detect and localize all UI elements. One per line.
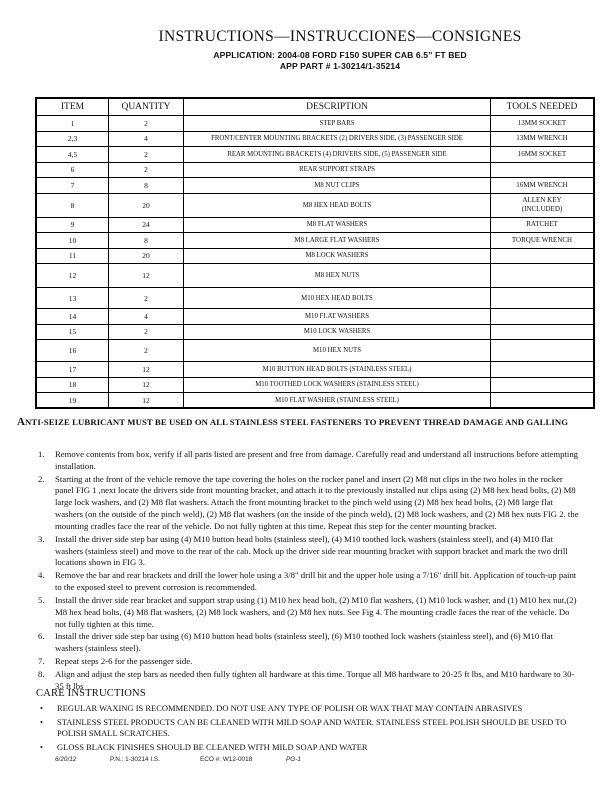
tools-cell (491, 309, 595, 325)
description-cell: M10 TOOTHED LOCK WASHERS (STAINLESS STEEL) (184, 377, 491, 393)
description-cell: REAR SUPPORT STRAPS (184, 162, 491, 178)
application-line: APPLICATION: 2004-08 FORD F150 SUPER CAB 6.5” FT BED (213, 50, 467, 60)
footer-eco-number: ECO #: W12-0018 (200, 756, 253, 763)
description-cell: M10 HEX NUTS (184, 340, 491, 362)
parts-table (35, 97, 595, 409)
page-footer (0, 756, 612, 768)
item-cell: 12 (36, 264, 109, 288)
description-cell: M10 FLAT WASHERS (184, 309, 491, 325)
step-text: Align and adjust the step bars as needed then fully tighten all hardware at this time. Torque all M8 hardware to 20-25 ft lbs, and M10 hardware to 30-35 ft lbs (55, 668, 575, 691)
table-row (36, 162, 594, 178)
installation-steps-list (38, 449, 581, 694)
step-item (38, 474, 581, 533)
care-bullet-item (36, 717, 582, 739)
quantity-cell: 2 (109, 288, 184, 309)
step-number: 6. (38, 631, 45, 642)
step-text: Starting at the front of the vehicle remove the tape covering the holes on the rocker panel and insert (2) M8 nut clips in the two holes in the rocker panel FIG 1 ,next locate the drivers side front mounting bracket, and attach it to the previously installed nut clips using (2) M8 hex head bolts, (2) M8 large lock washers, and (2) M8 flat washers. Attach the front mounting bracket to the pinch weld using (2) M8 hex head bolts, (2) M8 large flat washers (on the outside of the pinch weld), (2) M8 flat washers (on the inside of the pinch weld), (2) M8 lock washers, and (2) M8 hex nuts FIG 2. the mounting cradles face the rear of the vehicle. Do not fully tighten at this time. Repeat this step for the center mounting bracket. (55, 473, 579, 531)
tools-cell (491, 362, 595, 378)
quantity-cell: 8 (109, 233, 184, 249)
table-row (36, 288, 594, 309)
description-cell: M8 LOCK WASHERS (184, 248, 491, 264)
item-cell: 16 (36, 340, 109, 362)
table-row (36, 309, 594, 325)
item-cell: 11 (36, 248, 109, 264)
quantity-cell: 12 (109, 377, 184, 393)
step-text: Install the driver side step bar using (6) M10 button head bolts (stainless steel), (6) M10 toothed lock washers (stainless steel), and (6) M10 flat washers (stainless steel). (55, 631, 553, 654)
description-cell: STEP BARS (184, 116, 491, 132)
table-row (36, 324, 594, 340)
item-cell: 18 (36, 377, 109, 393)
tools-cell (491, 248, 595, 264)
table-row (36, 264, 594, 288)
step-number: 3. (38, 533, 45, 544)
item-cell: 7 (36, 178, 109, 194)
care-bullet-item (36, 742, 582, 753)
tools-cell: TORQUE WRENCH (491, 233, 595, 249)
step-item (38, 570, 581, 594)
step-number: 4. (38, 570, 45, 581)
care-instructions-section (36, 688, 582, 756)
parts-table-header (36, 98, 594, 116)
app-part-number: APP PART # 1-30214/1-35214 (279, 61, 401, 71)
description-cell: M8 NUT CLIPS (184, 178, 491, 194)
step-item (38, 595, 581, 630)
quantity-cell: 4 (109, 131, 184, 147)
care-bullet-text: GLOSS BLACK FINISHES SHOULD BE CLEANED WITH MILD SOAP AND WATER (57, 742, 368, 753)
column-header: DESCRIPTION (184, 98, 491, 116)
footer-date: 6/20/12 (55, 756, 77, 763)
table-row (36, 362, 594, 378)
step-text: Install the driver side step bar using (4) M10 button head bolts (stainless steel), (4) M10 toothed lock washers (stainless steel), and (4) M10 flat washers (stainless steel) and move to the rear of the cab. Mock up the driver side rear mounting bracket with support bracket and mark the two drill locations shown in FIG 3. (55, 533, 568, 568)
description-cell: M10 BUTTON HEAD BOLTS (STAINLESS STEEL) (184, 362, 491, 378)
item-cell: 1 (36, 116, 109, 132)
step-text: Repeat steps 2-6 for the passenger side. (55, 656, 193, 667)
step-item (38, 656, 581, 668)
item-cell: 9 (36, 217, 109, 233)
tools-cell (491, 340, 595, 362)
column-header: TOOLS NEEDED (491, 98, 595, 116)
item-cell: 10 (36, 233, 109, 249)
tools-cell (491, 162, 595, 178)
document-header (110, 28, 570, 71)
item-cell: 4,5 (36, 147, 109, 163)
footer-page-number: PG-1 (286, 756, 301, 763)
table-row (36, 393, 594, 409)
description-cell: M8 HEX NUTS (184, 264, 491, 288)
quantity-cell: 24 (109, 217, 184, 233)
table-row (36, 147, 594, 163)
footer-part-number: P.N.: 1-30214 I.S. (110, 756, 160, 763)
step-item (38, 534, 581, 569)
tools-cell: 16MM WRENCH (491, 178, 595, 194)
column-header: ITEM (36, 98, 109, 116)
description-cell: M10 HEX HEAD BOLTS (184, 288, 491, 309)
item-cell: 17 (36, 362, 109, 378)
tools-cell: 13MM SOCKET (491, 116, 595, 132)
step-number: 7. (38, 656, 45, 667)
quantity-cell: 2 (109, 324, 184, 340)
description-cell: FRONT/CENTER MOUNTING BRACKETS (2) DRIVERS SIDE, (3) PASSENGER SIDE (184, 131, 491, 147)
step-number: 5. (38, 594, 45, 605)
step-item (38, 449, 581, 473)
step-text: Remove the bar and rear brackets and drill the lower hole using a 3/8" drill bit and the upper hole using a 7/16" drill bit. Application of touch-up paint to the exposed steel to prevent corrosion is recommended. (55, 570, 577, 593)
tools-cell (491, 393, 595, 409)
description-cell: M8 FLAT WASHERS (184, 217, 491, 233)
quantity-cell: 2 (109, 116, 184, 132)
item-cell: 8 (36, 193, 109, 217)
item-cell: 19 (36, 393, 109, 409)
care-bullets-list (36, 703, 582, 753)
description-cell: M10 LOCK WASHERS (184, 324, 491, 340)
table-row (36, 377, 594, 393)
quantity-cell: 2 (109, 162, 184, 178)
step-item (38, 631, 581, 655)
bullet-icon: • (40, 742, 43, 753)
table-row (36, 340, 594, 362)
tools-cell: 13MM WRENCH (491, 131, 595, 147)
description-cell: REAR MOUNTING BRACKETS (4) DRIVERS SIDE, (5) PASSENGER SIDE (184, 147, 491, 163)
item-cell: 13 (36, 288, 109, 309)
description-cell: M8 LARGE FLAT WASHERS (184, 233, 491, 249)
step-text: Install the driver side rear bracket and support strap using (1) M10 hex head bolt, (2) M10 flat washers, (1) M10 lock washer, and (1) M10 hex nut,(2) M8 hex head bolts, (4) M8 flat washers, (2) M8 lock washers, and (2) M8 hex nuts. See Fig 4. The mounting cradle faces the rear of the vehicle. Do not fully tighten at this time. (55, 594, 577, 629)
care-bullet-text: REGULAR WAXING IS RECOMMENDED. DO NOT USE ANY TYPE OF POLISH OR WAX THAT MAY CONTAIN ABRASIVES (57, 703, 523, 713)
parts-table-header-row (36, 98, 594, 116)
description-cell: M8 HEX HEAD BOLTS (184, 193, 491, 217)
step-number: 2. (38, 473, 45, 484)
care-bullet-item (36, 703, 582, 714)
table-row (36, 131, 594, 147)
step-number: 1. (38, 449, 45, 459)
description-cell: M10 FLAT WASHER (STAINLESS STEEL) (184, 393, 491, 409)
tools-cell (491, 264, 595, 288)
table-row (36, 217, 594, 233)
table-row (36, 193, 594, 217)
column-header: QUANTITY (109, 98, 184, 116)
parts-table-body (36, 116, 594, 409)
table-row (36, 233, 594, 249)
quantity-cell: 12 (109, 264, 184, 288)
quantity-cell: 2 (109, 340, 184, 362)
quantity-cell: 12 (109, 362, 184, 378)
step-number: 8. (38, 668, 45, 679)
quantity-cell: 20 (109, 248, 184, 264)
quantity-cell: 2 (109, 147, 184, 163)
quantity-cell: 12 (109, 393, 184, 409)
tools-cell (491, 288, 595, 309)
quantity-cell: 20 (109, 193, 184, 217)
item-cell: 15 (36, 324, 109, 340)
tools-cell: ALLEN KEY (INCLUDED) (491, 193, 595, 217)
quantity-cell: 8 (109, 178, 184, 194)
bullet-icon: • (40, 703, 43, 713)
anti-seize-warning: ANTI-SEIZE LUBRICANT MUST BE USED ON ALL STAINLESS STEEL FASTENERS TO PREVENT THREAD DAMAGE AND GALLING (17, 416, 569, 428)
item-cell: 2,3 (36, 131, 109, 147)
care-bullet-text: STAINLESS STEEL PRODUCTS CAN BE CLEANED WITH MILD SOAP AND WATER. STAINLESS STEEL POLISH SHOULD BE USED TO POLISH SMALL SCRATCHES. (57, 717, 567, 739)
table-row (36, 178, 594, 194)
page-title: INSTRUCTIONS—INSTRUCCIONES—CONSIGNES (158, 28, 522, 45)
table-row (36, 248, 594, 264)
item-cell: 6 (36, 162, 109, 178)
table-row (36, 116, 594, 132)
tools-cell (491, 377, 595, 393)
tools-cell: 16MM SOCKET (491, 147, 595, 163)
care-instructions-heading: CARE INSTRUCTIONS (36, 688, 146, 699)
tools-cell: RATCHET (491, 217, 595, 233)
bullet-icon: • (40, 717, 43, 728)
step-text: Remove contents from box, verify if all parts listed are present and free from damage. Carefully read and understand all instructions before attempting installation. (55, 449, 579, 471)
tools-cell (491, 324, 595, 340)
item-cell: 14 (36, 309, 109, 325)
quantity-cell: 4 (109, 309, 184, 325)
